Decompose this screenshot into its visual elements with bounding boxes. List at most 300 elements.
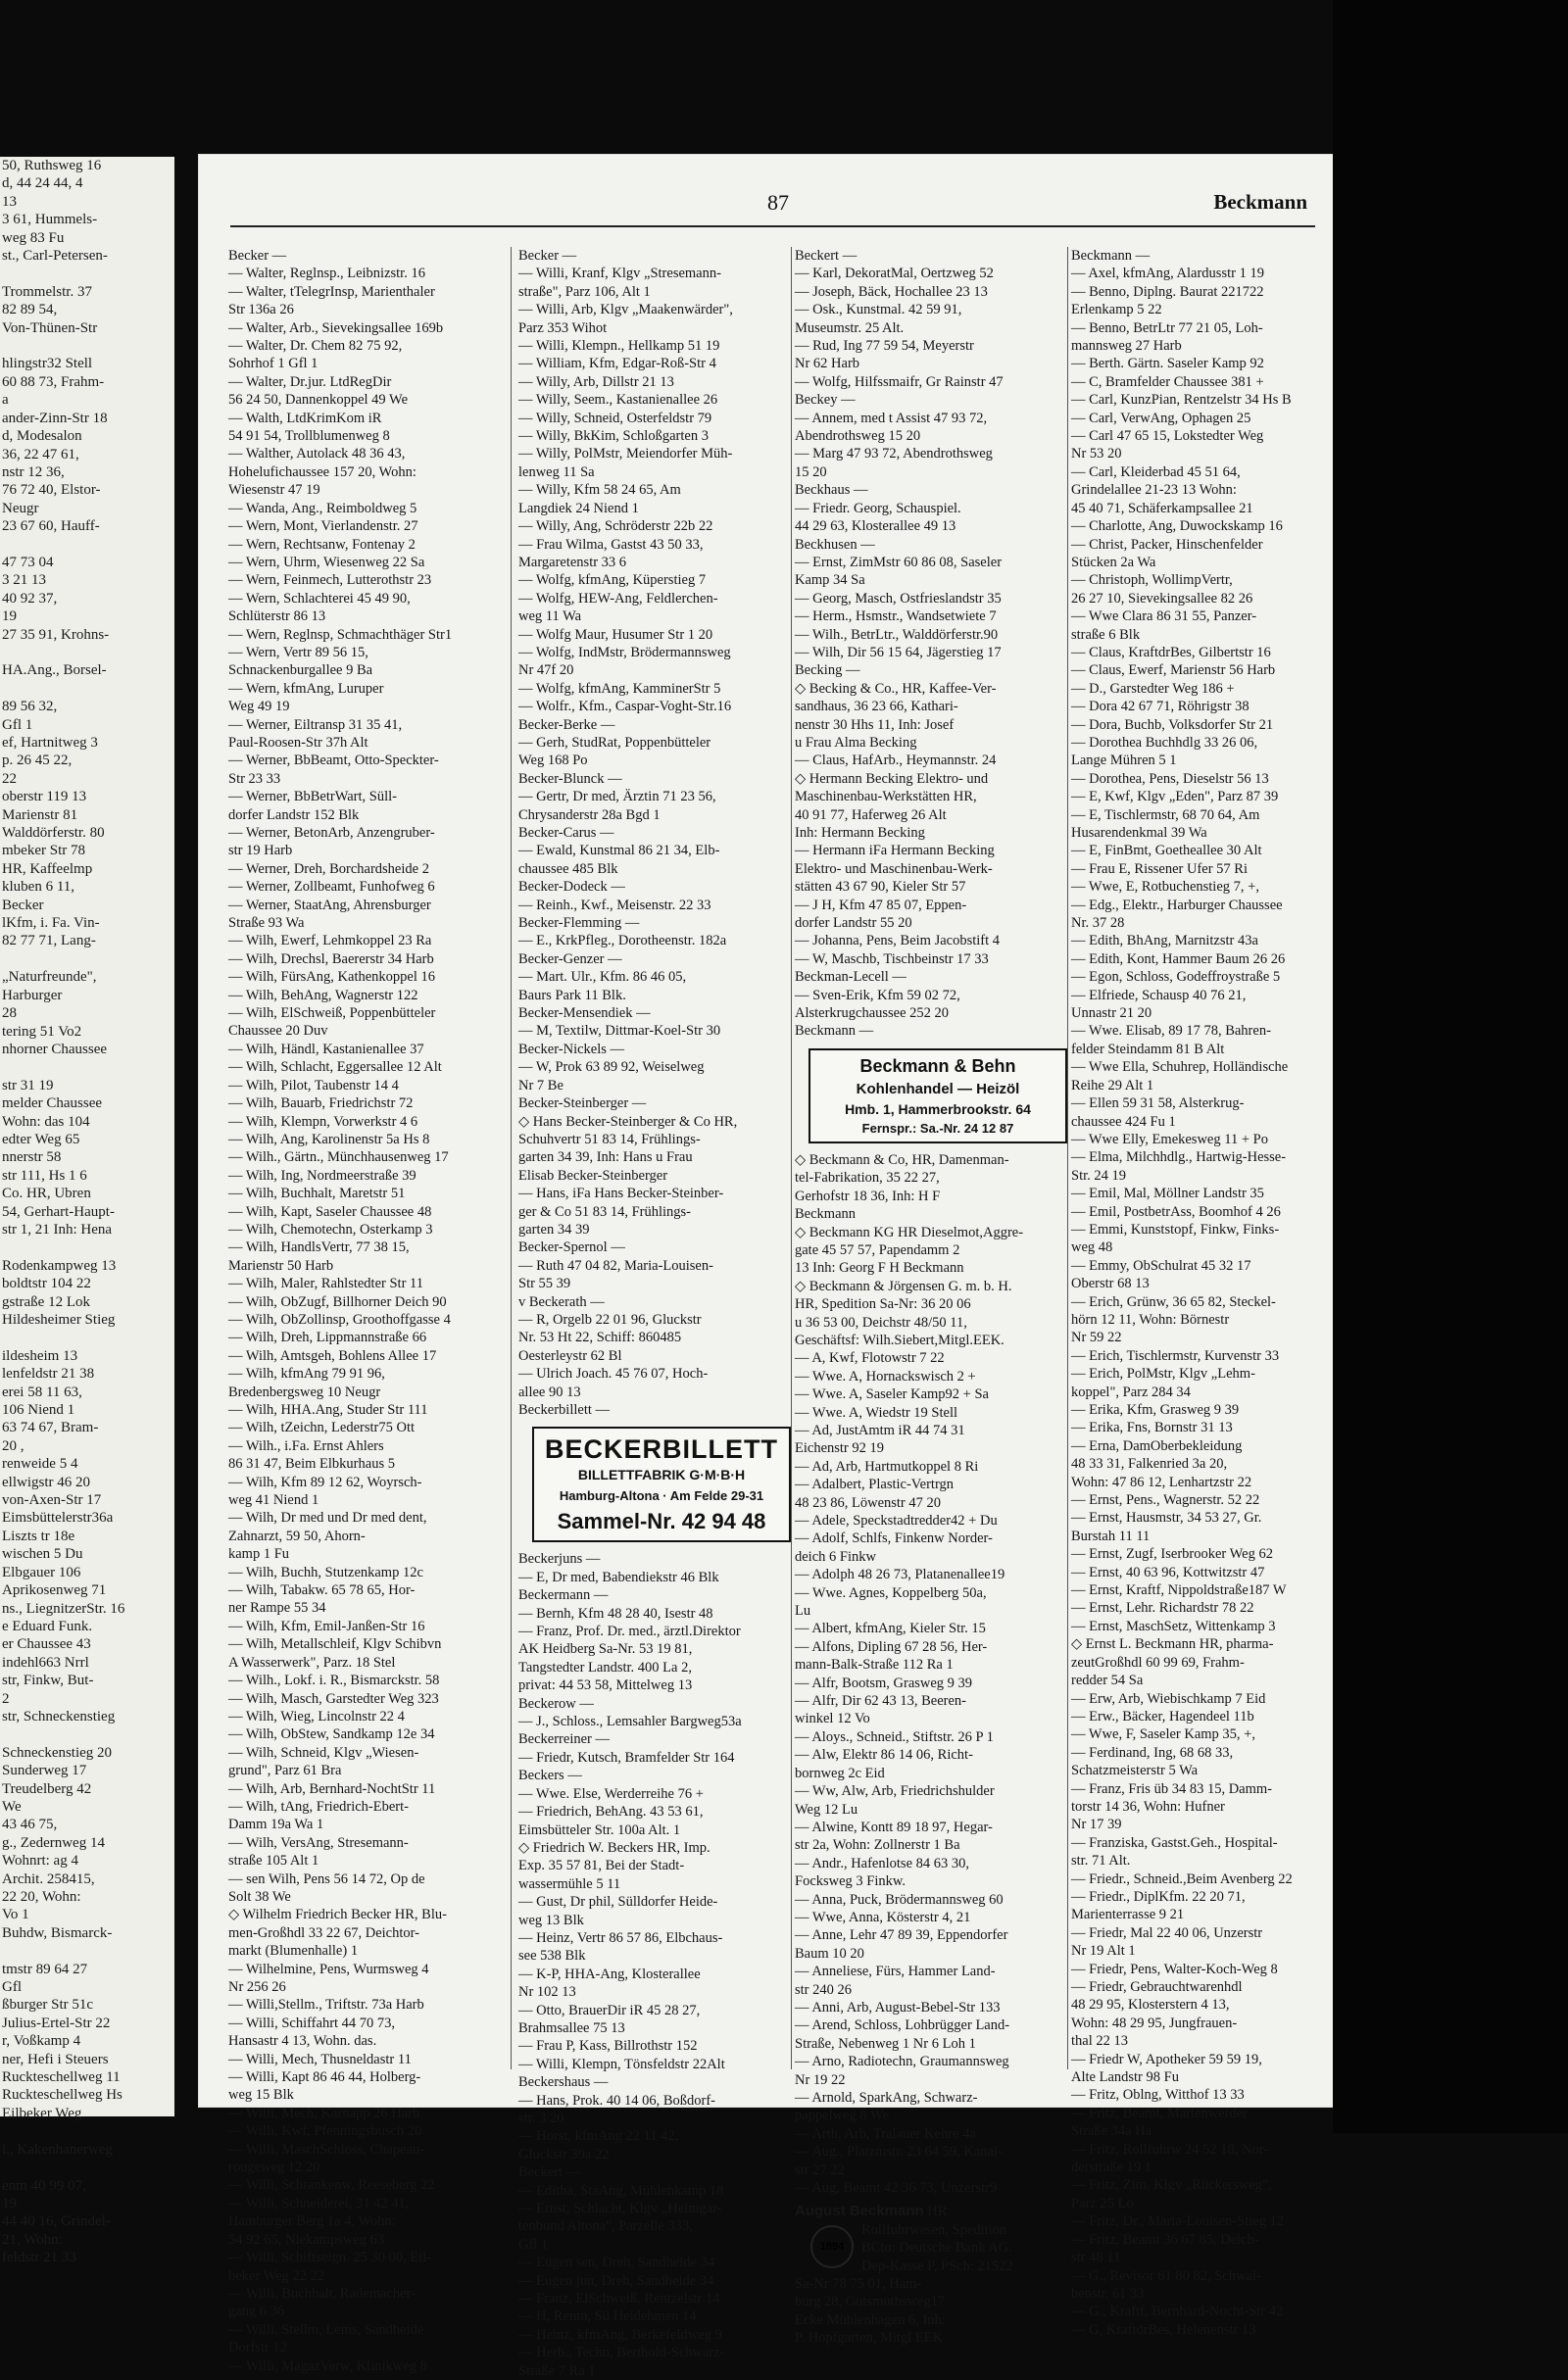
left-page-line: Vo 1 (2, 1907, 29, 1923)
directory-entry: — Edith, BhAng, Marnitzstr 43a (1071, 933, 1258, 949)
directory-entry: — Aloys., Schneid., Stiftstr. 26 P 1 (795, 1728, 994, 1745)
directory-entry: — Erika, Fns, Bornstr 31 13 (1071, 1420, 1233, 1436)
directory-entry: — Karl, DekoratMal, Oertzweg 52 (795, 266, 994, 282)
surname-heading: Becker-Flemming — (518, 915, 640, 932)
directory-entry: — Ernst, Lehr. Richardstr 78 22 (1071, 1600, 1254, 1617)
directory-entry: — Edg., Elektr., Harburger Chaussee (1071, 897, 1283, 913)
column-3 (795, 247, 1071, 2347)
left-page-line: gstraße 12 Lok (2, 1293, 90, 1310)
directory-entry: — Alw, Elektr 86 14 06, Richt- (795, 1747, 973, 1764)
left-page-line: Treudelberg 42 (2, 1780, 92, 1797)
directory-entry: str 27 22 (795, 2161, 845, 2178)
directory-entry: — Wilh, Wieg, Lincolnstr 22 4 (228, 1708, 405, 1724)
left-page-line: nhorner Chaussee (2, 1041, 108, 1057)
directory-entry: redder 54 Sa (1071, 1673, 1144, 1689)
directory-entry: HR, Spedition Sa-Nr: 36 20 06 (795, 1296, 971, 1313)
directory-entry: — Wwe. A, Wiedstr 19 Stell (795, 1404, 958, 1421)
directory-entry: — Ernst, 40 63 96, Kottwitzstr 47 (1071, 1564, 1265, 1580)
left-page-line: lKfm, i. Fa. Vin- (2, 915, 100, 932)
directory-entry: — Fritz, Oblng, Witthof 13 33 (1071, 2087, 1245, 2104)
directory-entry: torstr 14 36, Wohn: Hufner (1071, 1798, 1225, 1815)
directory-entry: pappelweg 8 We (795, 2108, 890, 2124)
directory-entry: — Willi, Schiffseign. 25 30 00, Eil- (228, 2250, 432, 2266)
directory-entry: gate 45 57 57, Papendamm 2 (795, 1241, 960, 1258)
left-page-line: Trommelstr. 37 (2, 283, 92, 300)
directory-entry: Gfl 1 (518, 2236, 549, 2253)
directory-entry: — Gerh, StudRat, Poppenbütteler (518, 734, 711, 751)
entry-line: Ecke Mühlenhagen 6, Inh: (795, 2311, 946, 2328)
directory-entry: — Willi, Schiffahrt 44 70 73, (228, 2015, 396, 2031)
directory-entry: — Wilh, Maler, Rahlstedter Str 11 (228, 1276, 423, 1292)
directory-entry: — W, Prok 63 89 92, Weiselweg (518, 1059, 705, 1076)
directory-entry: Geschäftsf: Wilh.Siebert,Mitgl.EEK. (795, 1332, 1004, 1348)
directory-entry: — Carl, Kleiderbad 45 51 64, (1071, 463, 1241, 480)
directory-entry: — Willy, PolMstr, Meiendorfer Müh- (518, 446, 733, 462)
directory-entry: — Aug., Platzmstr. 23 64 59, Kanal- (795, 2144, 1003, 2161)
left-page-line: 43 46 75, (2, 1817, 58, 1833)
left-page-line (0, 265, 174, 282)
directory-entry: — Adolph 48 26 73, Platanenallee19 (795, 1567, 1005, 1583)
left-page-line: feldstr 21 33 (2, 2250, 76, 2266)
directory-entry: — Carl, KunzPian, Rentzelstr 34 Hs B (1071, 392, 1292, 409)
left-page-line: Ruckteschellweg 11 (2, 2069, 121, 2086)
directory-entry: — Ernst, Pens., Wagnerstr. 52 22 (1071, 1492, 1260, 1509)
directory-entry: — Dora, Buchb, Volksdorfer Str 21 (1071, 716, 1274, 733)
ad-phone: Sammel-Nr. 42 94 48 (557, 1509, 766, 1534)
surname-heading: Becker-Berke — (518, 716, 615, 733)
directory-entry: winkel 12 Vo (795, 1711, 870, 1727)
directory-entry: — Christoph, WollimpVertr, (1071, 572, 1233, 589)
directory-entry: 54 92 65, Niekampsweg 63 (228, 2231, 385, 2248)
left-page-line: 20 , (2, 1437, 24, 1454)
left-page-line: von-Axen-Str 17 (2, 1492, 102, 1509)
directory-entry: — Wilh, Buchhalt, Maretstr 51 (228, 1186, 406, 1202)
directory-entry: — J H, Kfm 47 85 07, Eppen- (795, 897, 967, 913)
directory-entry: Elisab Becker-Steinberger (518, 1167, 668, 1184)
directory-entry: 54 91 54, Trollblumenweg 8 (228, 428, 390, 445)
directory-entry: — Friedr, Kutsch, Bramfelder Str 164 (518, 1749, 735, 1766)
directory-entry: Nr 53 20 (1071, 446, 1122, 462)
directory-entry: Exp. 35 57 81, Bei der Stadt- (518, 1858, 685, 1874)
directory-entry: — Arno, Radiotechn, Graumannsweg (795, 2054, 1009, 2070)
page-number: 87 (767, 190, 789, 215)
directory-entry: — Wolfg, HEW-Ang, Feldlerchen- (518, 590, 718, 607)
ad-line: Hmb. 1, Hammerbrookstr. 64 (845, 1100, 1031, 1117)
left-page-line: Elbgauer 106 (2, 1564, 81, 1580)
directory-entry: straße", Parz 106, Alt 1 (518, 283, 651, 300)
directory-entry: 48 29 95, Klosterstern 4 13, (1071, 1997, 1230, 2014)
surname-heading: Becker-Carus — (518, 825, 614, 841)
left-page-line (0, 2122, 174, 2140)
directory-entry: — Wilh, VersAng, Stresemann- (228, 1834, 409, 1851)
directory-entry: Nr 19 Alt 1 (1071, 1943, 1136, 1960)
directory-entry: — Hermann iFa Hermann Becking (795, 843, 995, 859)
directory-entry: — Wilh, Amtsgeh, Bohlens Allee 17 (228, 1347, 437, 1364)
directory-entry: — Willi, Mech, Thusneldastr 11 (228, 2051, 412, 2067)
surname-heading: Becker-Genzer — (518, 950, 622, 967)
surname-heading: Becker-Steinberger — (518, 1095, 647, 1112)
beckerbillett-advertisement (532, 1427, 791, 1542)
directory-entry: — Ruth 47 04 82, Maria-Louisen- (518, 1257, 713, 1274)
directory-entry: Solt 38 We (228, 1888, 291, 1905)
left-page-line: 106 Niend 1 (2, 1402, 75, 1419)
directory-entry: — Carl, VerwAng, Ophagen 25 (1071, 410, 1251, 426)
directory-entry: str 19 Harb (228, 843, 293, 859)
left-page-line: Harburger (2, 987, 63, 1003)
directory-entry: — Rud, Ing 77 59 54, Meyerstr (795, 338, 974, 355)
directory-entry: Weg 168 Po (518, 753, 588, 769)
directory-entry: — Wern, Schlachterei 45 49 90, (228, 590, 411, 607)
directory-entry: weg 15 Blk (228, 2087, 294, 2104)
directory-entry: — Emmi, Kunststopf, Finkw, Finks- (1071, 1221, 1280, 1238)
directory-entry: AK Heidberg Sa-Nr. 53 19 81, (518, 1641, 693, 1658)
directory-entry: — Werner, Zollbeamt, Funhofweg 6 (228, 879, 435, 896)
directory-entry: — Elma, Milchhdlg., Hartwig-Hesse- (1071, 1149, 1287, 1166)
directory-entry: — Ernst, Kraftf, Nippoldstraße187 W (1071, 1582, 1287, 1599)
directory-entry: thal 22 13 (1071, 2033, 1128, 2050)
left-page-line: 3 21 13 (2, 572, 46, 589)
directory-entry: — Willy, Ang, Schröderstr 22b 22 (518, 518, 713, 535)
entry-name: August Beckmann (795, 2203, 924, 2220)
column-divider (1067, 247, 1068, 2069)
left-page-fragment (0, 157, 174, 2266)
directory-entry: — Wwe, E, Rotbuchenstieg 7, +, (1071, 879, 1259, 896)
directory-entry: — Werner, BbBeamt, Otto-Speckter- (228, 753, 439, 769)
directory-entry: — Annem, med t Assist 47 93 72, (795, 410, 988, 426)
directory-entry: — Christ, Packer, Hinschenfelder (1071, 536, 1263, 553)
directory-entry: Nr. 53 Ht 22, Schiff: 860485 (518, 1330, 682, 1346)
left-page-line: Co. HR, Ubren (2, 1186, 91, 1202)
entry-line: Dep-Kasse P, PSch: 21522 (861, 2258, 1013, 2274)
directory-entry: Nr 102 13 (518, 1984, 576, 2001)
left-page-line: Rodenkampweg 13 (2, 1257, 117, 1274)
left-page-line: 47 73 04 (2, 554, 54, 570)
left-page-line: renweide 5 4 (2, 1456, 78, 1473)
directory-entry: — Edith, Kont, Hammer Baum 26 26 (1071, 950, 1286, 967)
directory-entry: — Wwe. Agnes, Koppelberg 50a, (795, 1584, 987, 1601)
directory-entry: Nr 62 Harb (795, 356, 860, 372)
directory-entry: — Alfons, Dipling 67 28 56, Her- (795, 1638, 988, 1655)
left-page-line (0, 1058, 174, 1076)
directory-entry: — Joseph, Bäck, Hochallee 23 13 (795, 283, 988, 300)
company-seal-icon: 1894 (810, 2225, 854, 2268)
directory-entry: derstraße 19 1 (1071, 2160, 1152, 2176)
directory-entry: ◇ Friedrich W. Beckers HR, Imp. (518, 1839, 710, 1856)
directory-entry: — Wilh, Dr med und Dr med dent, (228, 1510, 427, 1527)
directory-entry: — Walter, tTelegrInsp, Marienthaler (228, 283, 435, 300)
directory-entry: — sen Wilh, Pens 56 14 72, Op de (228, 1870, 425, 1887)
scan-border (1333, 0, 1568, 2133)
directory-entry: Parz 353 Wihot (518, 319, 608, 336)
directory-entry: Oberstr 68 13 (1071, 1276, 1150, 1292)
directory-entry: — Eugen sen, Dreh, Sandheide 34 (518, 2255, 715, 2271)
left-page-line: Sunderweg 17 (2, 1763, 87, 1779)
ad-line: Kohlenhandel — Heizöl (856, 1080, 1020, 1097)
left-page-line: indehl663 Nrrl (2, 1654, 89, 1671)
directory-entry: Inh: Hermann Becking (795, 825, 925, 841)
surname-heading: Beckhaus — (795, 482, 868, 499)
directory-entry: — Erw, Arb, Wiebischkamp 7 Eid (1071, 1690, 1266, 1707)
left-page-line: HA.Ang., Borsel- (2, 662, 107, 679)
left-page-line: Schneckenstieg 20 (2, 1744, 113, 1761)
directory-entry: — Wilh, Ing, Nordmeerstraße 39 (228, 1167, 416, 1184)
directory-entry: — Alwine, Kontt 89 18 97, Hegar- (795, 1819, 993, 1835)
directory-entry: ◇ Ernst L. Beckmann HR, pharma- (1071, 1636, 1274, 1653)
directory-entry: — Frau E, Rissener Ufer 57 Ri (1071, 860, 1249, 877)
directory-entry: — Fritz, Dr., Maria-Louisen-Stieg 12 (1071, 2213, 1285, 2230)
left-page-line: str, Schneckenstieg (2, 1708, 116, 1724)
directory-entry: sandhaus, 36 23 66, Kathari- (795, 699, 958, 715)
left-page-line: Neugr (2, 500, 39, 516)
surname-heading: Becker-Mensendiek — (518, 1005, 651, 1022)
left-page-line: Julius-Ertel-Str 22 (2, 2015, 111, 2031)
directory-entry: koppel", Parz 284 34 (1071, 1384, 1191, 1400)
directory-entry: Nr 19 22 (795, 2071, 846, 2088)
directory-entry: kamp 1 Fu (228, 1546, 290, 1563)
directory-entry: — Dorothea Buchhdlg 33 26 06, (1071, 734, 1258, 751)
directory-entry: — Wilh, Ang, Karolinenstr 5a Hs 8 (228, 1131, 430, 1147)
directory-entry: — Willi, Buchhalt, Rademacher- (228, 2285, 416, 2302)
surname-heading: Beckermann — (518, 1587, 609, 1604)
left-page-line: hlingstr32 Stell (2, 356, 93, 372)
directory-entry: ner Rampe 55 34 (228, 1600, 326, 1617)
directory-entry: — Anne, Lehr 47 89 39, Eppendorfer (795, 1927, 1008, 1944)
directory-entry: Parz 25 Lo (1071, 2195, 1134, 2211)
directory-entry: — Wilh., Gärtn., Münchhausenweg 17 (228, 1149, 449, 1166)
directory-entry: — Willi, Kranf, Klgv „Stresemann- (518, 266, 721, 282)
directory-entry: benstr. 61 33 (1071, 2285, 1145, 2302)
left-page-line: st., Carl-Petersen- (2, 248, 108, 265)
directory-entry: mann-Balk-Straße 112 Ra 1 (795, 1657, 954, 1674)
directory-entry: Nr. 37 28 (1071, 915, 1125, 932)
directory-entry: — Wern, Feinmech, Lutterothstr 23 (228, 572, 432, 589)
directory-entry: ◇ Wilhelm Friedrich Becker HR, Blu- (228, 1907, 447, 1923)
directory-entry: — Wilh, Drechsl, Baererstr 34 Harb (228, 950, 434, 967)
directory-entry: deich 6 Finkw (795, 1548, 876, 1565)
directory-entry: — Franz, ElSchweiß, Rentzelstr 14 (518, 2291, 720, 2307)
directory-entry: Stücken 2a Wa (1071, 554, 1156, 570)
directory-entry: — Erika, Kfm, Grasweg 9 39 (1071, 1402, 1240, 1418)
left-page-line: Eilbeker Weg (2, 2105, 82, 2121)
directory-entry: — Friedr, Gebrauchtwarenhdl (1071, 1979, 1243, 1995)
directory-entry: — Wilh, tZeichn, Lederstr75 Ott (228, 1420, 416, 1436)
left-page-line: Walddörferstr. 80 (2, 825, 105, 842)
left-page-line: Wohn: das 104 (2, 1113, 90, 1130)
left-page-line: tmstr 89 64 27 (2, 1961, 88, 1977)
directory-entry: — Wilh, kfmAng 79 91 96, (228, 1366, 385, 1383)
directory-entry: — Wolfg, IndMstr, Brödermannsweg (518, 644, 731, 660)
directory-entry: — G., Revisor 61 80 82, Schwal- (1071, 2267, 1261, 2284)
directory-entry: bornweg 2c Eid (795, 1765, 885, 1781)
ad-subtitle: BILLETTFABRIK G·M·B·H (577, 1467, 746, 1483)
left-page-line: wischen 5 Du (2, 1546, 83, 1563)
directory-entry: Straße, Nebenweg 1 Nr 6 Loh 1 (795, 2035, 976, 2052)
directory-entry: — Wwe. Elisab, 89 17 78, Bahren- (1071, 1023, 1271, 1040)
left-page-line: Buhdw, Bismarck- (2, 1924, 113, 1941)
directory-entry: ◇ Beckmann & Jörgensen G. m. b. H. (795, 1278, 1012, 1294)
directory-entry: ◇ Beckmann & Co, HR, Damenman- (795, 1151, 1009, 1168)
left-page-line: 50, Ruthsweg 16 (2, 158, 102, 173)
directory-entry: 40 91 77, Haferweg 26 Alt (795, 806, 947, 823)
directory-entry: — Marg 47 93 72, Abendrothsweg (795, 446, 993, 462)
directory-entry: — Claus, KraftdrBes, Gilbertstr 16 (1071, 644, 1271, 660)
directory-entry: — Otto, BrauerDir iR 45 28 27, (518, 2002, 701, 2018)
left-page-line: HR, Kaffeelmp (2, 860, 93, 877)
directory-entry: — Gust, Dr phil, Sülldorfer Heide- (518, 1894, 718, 1911)
directory-entry: — Ernst, Hausmstr, 34 53 27, Gr. (1071, 1510, 1262, 1527)
directory-entry: — Anna, Puck, Brödermannsweg 60 (795, 1891, 1004, 1908)
directory-entry: weg 13 Blk (518, 1912, 584, 1928)
directory-entry: — Werner, BetonArb, Anzengruber- (228, 825, 435, 841)
directory-entry: — Wilh, BehAng, Wagnerstr 122 (228, 987, 418, 1003)
directory-entry: — Erich, Tischlermstr, Kurvenstr 33 (1071, 1347, 1280, 1364)
left-page-line: nnerstr 58 (2, 1149, 62, 1166)
directory-entry: — Wilh, Kapt, Saseler Chaussee 48 (228, 1203, 432, 1220)
directory-entry: — Wilh, Kfm, Emil-Janßen-Str 16 (228, 1618, 425, 1634)
directory-entry: — Willi, Kwf, Pfenningsbusch 20 (228, 2123, 422, 2140)
directory-entry: — Willi, Mech, Karnapp 26 Harb (228, 2105, 420, 2121)
left-page-line: 13 (2, 193, 17, 210)
directory-entry: — R, Orgelb 22 01 96, Gluckstr (518, 1311, 702, 1328)
directory-entry: Husarendenkmal 39 Wa (1071, 825, 1207, 841)
august-beckmann-entry (795, 2203, 1071, 2347)
left-page-line (0, 2159, 174, 2176)
directory-entry: — Ernst, Schlacht, Klgv „Heimgar- (518, 2201, 722, 2217)
directory-entry: 44 29 63, Klosterallee 49 13 (795, 518, 956, 535)
directory-entry: Eichenstr 92 19 (795, 1440, 885, 1457)
left-page-line: Liszts tr 18e (2, 1528, 75, 1544)
directory-entry: Schuhvertr 51 83 14, Frühlings- (518, 1131, 701, 1147)
entry-line: P. Hopfgarten, Mitgl EEK (795, 2330, 944, 2347)
directory-entry: — Editha, StaAng, Mühlenkamp 18 (518, 2182, 724, 2199)
directory-entry: Elektro- und Maschinenbau-Werk- (795, 860, 993, 877)
directory-entry: — Andr., Hafenlotse 84 63 30, (795, 1855, 970, 1871)
directory-entry: — Georg, Masch, Ostfrieslandstr 35 (795, 590, 1002, 607)
directory-entry: — Fritz, Rollfuhrw 24 52 18, Nor- (1071, 2141, 1269, 2158)
beckmann-behn-advertisement (808, 1048, 1067, 1143)
directory-entry: — Adalbert, Plastic-Vertrgn (795, 1477, 955, 1493)
directory-entry: — Wilh, Pilot, Taubenstr 14 4 (228, 1077, 399, 1093)
directory-entry: — Ulrich Joach. 45 76 07, Hoch- (518, 1366, 709, 1383)
left-page-line: 22 (2, 770, 17, 787)
directory-entry: Unnastr 21 20 (1071, 1005, 1152, 1022)
directory-entry: — Wwe Ella, Schuhrep, Holländische (1071, 1059, 1289, 1076)
ad-title: BECKERBILLETT (545, 1434, 778, 1465)
directory-entry: — Erna, DamOberbekleidung (1071, 1437, 1243, 1454)
directory-entry: Wiesenstr 47 19 (228, 482, 320, 499)
directory-entry: — W, Maschb, Tischbeinstr 17 33 (795, 950, 989, 967)
left-page-line: 82 89 54, (2, 302, 58, 318)
directory-entry: — Frau P, Kass, Billrothstr 152 (518, 2038, 698, 2055)
directory-entry: Abendrothsweg 15 20 (795, 428, 921, 445)
directory-entry: Nr 7 Be (518, 1077, 564, 1093)
directory-entry: — Walter, Dr.jur. LtdRegDir (228, 373, 392, 390)
directory-entry: Nr 17 39 (1071, 1817, 1122, 1833)
left-page-line: ellwigstr 46 20 (2, 1474, 90, 1490)
surname-heading: Becker-Blunck — (518, 770, 622, 787)
directory-entry: — Willy, BkKim, Schloßgarten 3 (518, 428, 709, 445)
directory-entry: — Emmy, ObSchulrat 45 32 17 (1071, 1257, 1251, 1274)
directory-entry: — Adele, Speckstadtredder42 + Du (795, 1513, 998, 1529)
surname-heading: Beckert — (795, 248, 858, 264)
ad-title: Beckmann & Behn (859, 1055, 1016, 1076)
directory-entry: — Friedr. Georg, Schauspiel. (795, 500, 961, 516)
directory-entry: — Herb., Techn, Berthold-Schwarz- (518, 2345, 725, 2361)
directory-entry: — Anneliese, Fürs, Hammer Land- (795, 1964, 996, 1980)
left-page-line (0, 680, 174, 698)
directory-entry: Margaretenstr 33 6 (518, 554, 627, 570)
directory-entry: — Wilh, Kfm 89 12 62, Woyrsch- (228, 1474, 422, 1490)
directory-entry: Wohn: 47 86 12, Lenhartzstr 22 (1071, 1474, 1252, 1490)
directory-entry: — Osk., Kunstmal. 42 59 91, (795, 302, 962, 318)
column-divider (791, 247, 792, 2069)
directory-entry: 26 27 10, Sievekingsallee 82 26 (1071, 590, 1253, 607)
directory-entry: — Wolfg, Hilfssmaifr, Gr Rainstr 47 (795, 373, 1004, 390)
directory-entry: markt (Blumenhalle) 1 (228, 1943, 359, 1960)
surname-heading: Beckert — (518, 2164, 581, 2181)
directory-entry: A Wasserwerk", Parz. 18 Stel (228, 1654, 396, 1671)
directory-entry: — Emil, PostbetrAss, Boomhof 4 26 (1071, 1203, 1281, 1220)
directory-entry: — Wilh, Masch, Garstedter Weg 323 (228, 1690, 439, 1707)
left-page-line: a (2, 392, 9, 409)
directory-entry: — H, Rentn, Sü Heidehmen 14 (518, 2308, 697, 2325)
directory-entry: — Wolfg, kfmAng, Küperstieg 7 (518, 572, 707, 589)
directory-entry: tenbund Altona", Parzelle 333, (518, 2218, 693, 2235)
directory-entry: — Walter, Arb., Sievekingsallee 169b (228, 319, 444, 336)
directory-entry: — Wilh, ObZugf, Billhorner Deich 90 (228, 1293, 447, 1310)
left-page-line: Aprikosenweg 71 (2, 1582, 107, 1599)
directory-entry: felder Steindamm 81 B Alt (1071, 1041, 1225, 1057)
left-page-line: ns., LiegnitzerStr. 16 (2, 1600, 125, 1617)
left-page-line: „Naturfreunde", (2, 969, 97, 986)
directory-entry: — G, KraftdrBes, Helenenstr 13 (1071, 2321, 1256, 2338)
directory-entry: — Heinz, Vertr 86 57 86, Elbchaus- (518, 1929, 723, 1946)
left-page-line: lenfeldstr 21 38 (2, 1366, 95, 1383)
directory-entry: — Wolfg Maur, Husumer Str 1 20 (518, 626, 713, 643)
directory-entry: — Heinz, kfmAng, Berkefeldweg 9 (518, 2326, 722, 2343)
directory-entry: — Wern, kfmAng, Luruper (228, 680, 384, 697)
directory-entry: — Wwe. A, Saseler Kamp92 + Sa (795, 1386, 989, 1403)
directory-entry: Dorfstr 12 (228, 2340, 288, 2356)
directory-entry: ◇ Hans Becker-Steinberger & Co HR, (518, 1113, 738, 1130)
directory-entry: — Friedr W, Apotheker 59 59 19, (1071, 2051, 1262, 2067)
directory-entry: tel-Fabrikation, 35 22 27, (795, 1170, 940, 1187)
left-page-line: d, Modesalon (2, 428, 82, 445)
directory-entry: — A, Kwf, Flotowstr 7 22 (795, 1350, 945, 1367)
directory-entry: — Willy, Seem., Kastanienallee 26 (518, 392, 718, 409)
directory-entry: Str 23 33 (228, 770, 281, 787)
directory-entry: — Herm., Hsmstr., Wandsetwiete 7 (795, 608, 997, 625)
directory-entry: stätten 43 67 90, Kieler Str 57 (795, 879, 966, 896)
directory-entry: Str 136a 26 (228, 302, 294, 318)
directory-entry: — Fritz, Beamt 36 67 85, Deich- (1071, 2231, 1259, 2248)
directory-entry: — Willi, MaschSchloss, Chapeau- (228, 2141, 425, 2158)
directory-entry: str 240 26 (795, 1981, 852, 1998)
left-page-line: enm 40 99 07, (2, 2177, 86, 2194)
directory-entry: — Adolf, Schlfs, Finkenw Norder- (795, 1530, 993, 1547)
left-page-line: 82 77 71, Lang- (2, 933, 96, 949)
directory-entry: — Claus, Ewerf, Marienstr 56 Harb (1071, 662, 1276, 679)
directory-entry: — Wilh, Schneid, Klgv „Wiesen- (228, 1744, 419, 1761)
surname-heading: Becker-Spernol — (518, 1239, 625, 1256)
left-page-line: edter Weg 65 (2, 1131, 80, 1147)
directory-entry: — Franziska, Gastst.Geh., Hospital- (1071, 1834, 1278, 1851)
directory-entry: Sohrhof 1 Gfl 1 (228, 356, 318, 372)
directory-entry: — Ww, Alw, Arb, Friedrichshulder (795, 1783, 995, 1800)
left-page-line: ef, Hartnitweg 3 (2, 735, 98, 751)
directory-entry: 86 31 47, Beim Elbkurhaus 5 (228, 1456, 395, 1473)
directory-entry: — E, FinBmt, Goetheallee 30 Alt (1071, 843, 1262, 859)
